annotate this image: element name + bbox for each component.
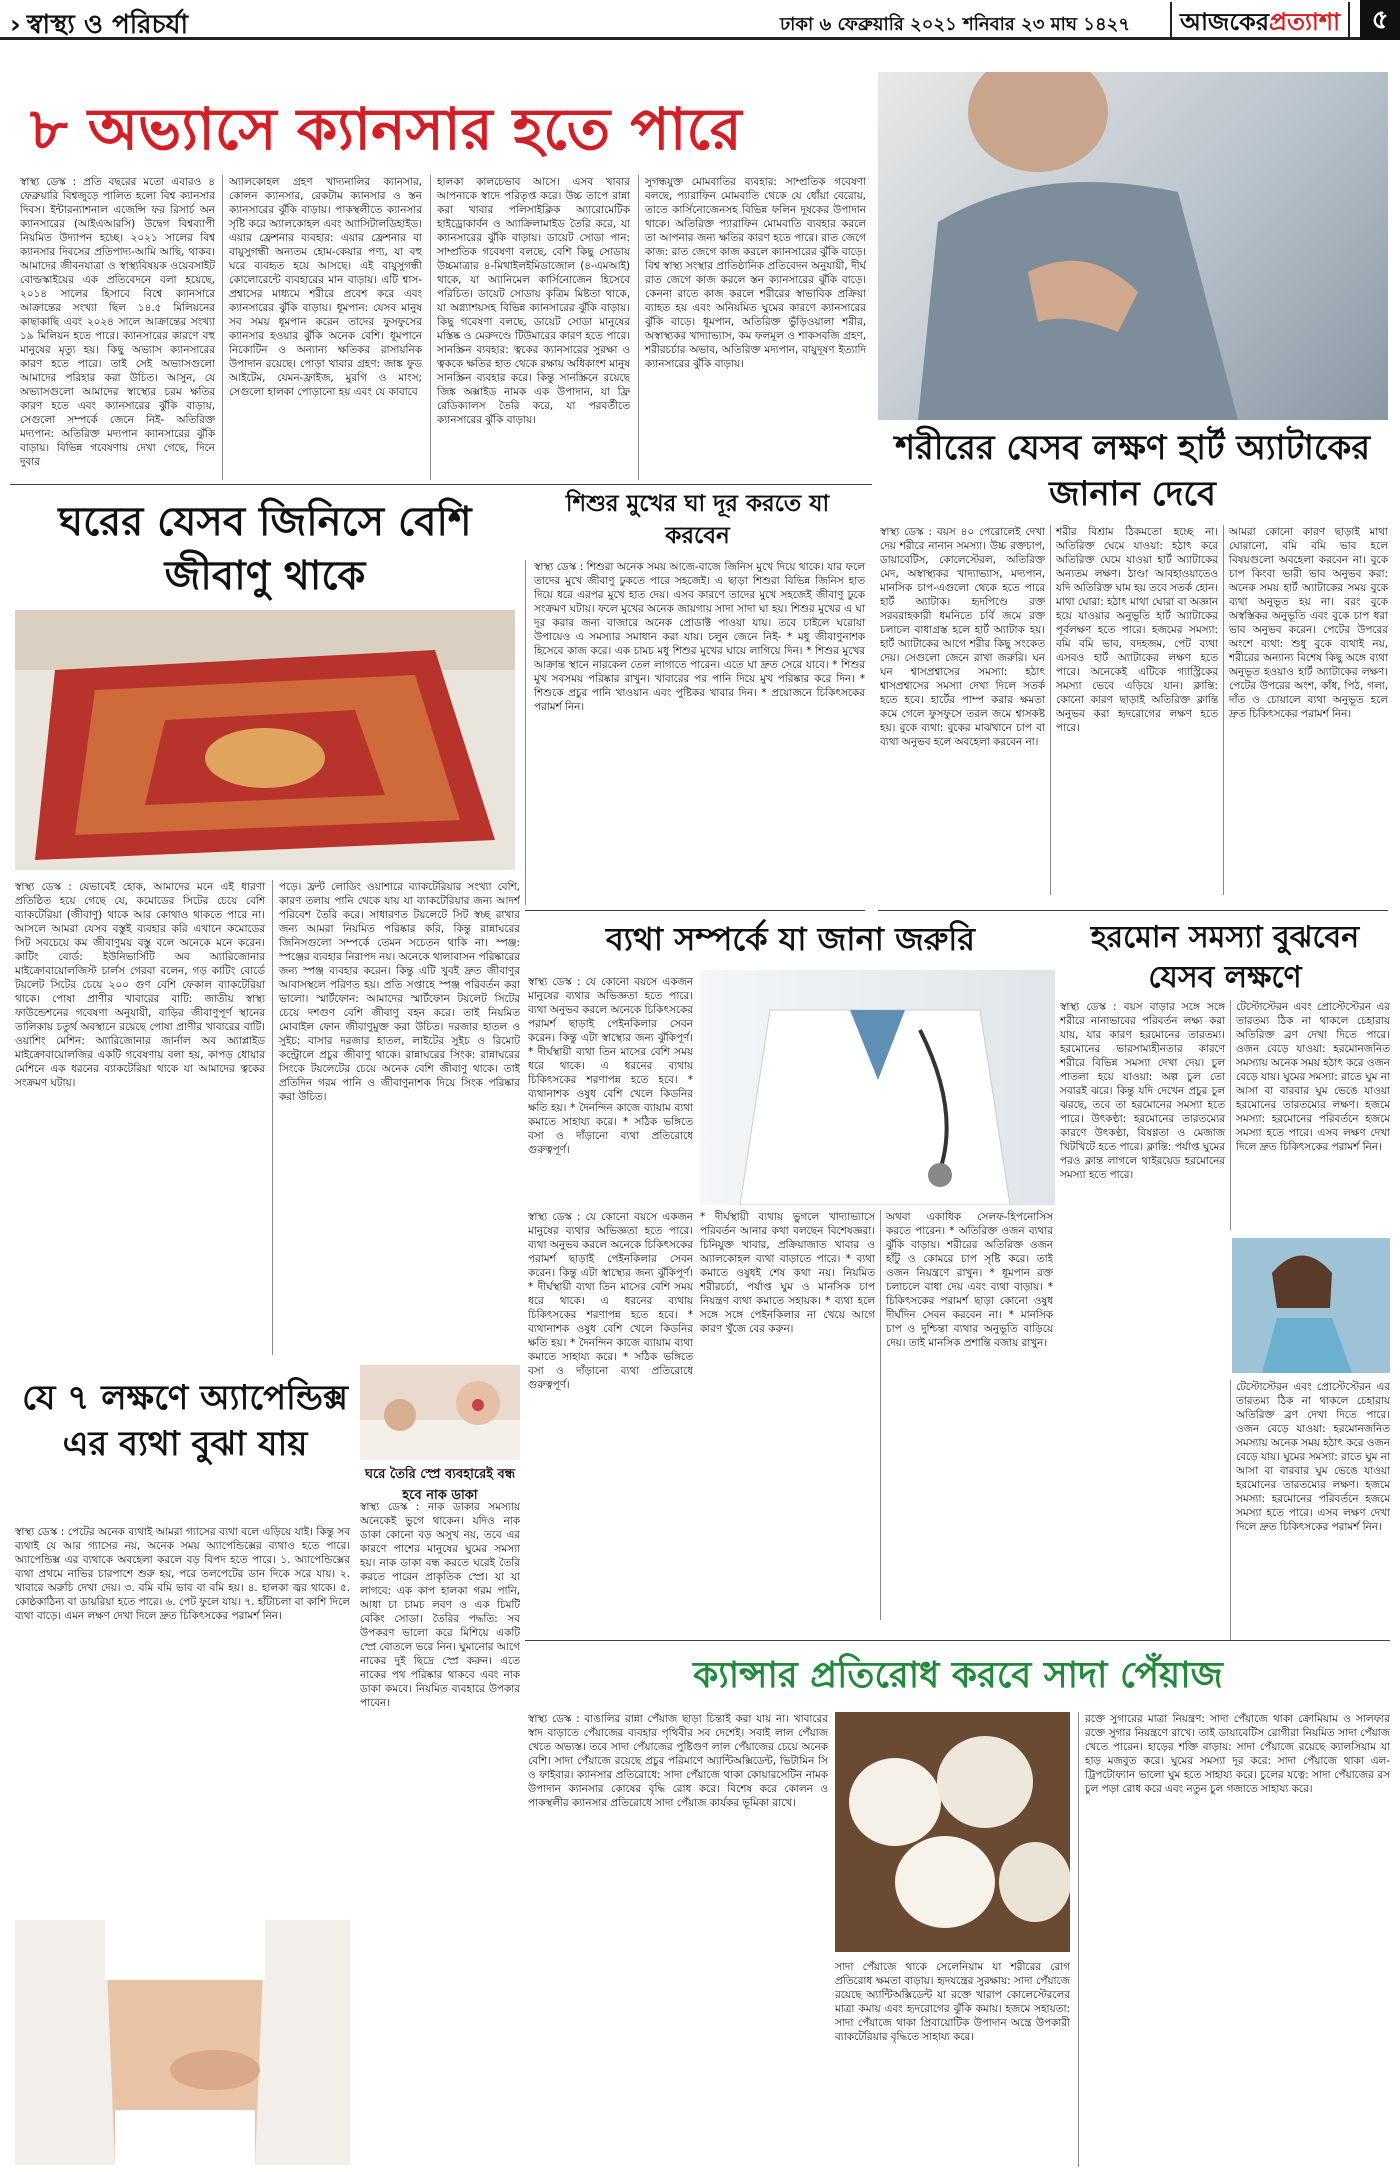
doctor-photo-svg <box>700 970 1055 1205</box>
cancer-col3: হালকা কালচেভাব আসে। এসব খাবার আপনাকে স্বাদে পরিতৃপ্ত করে। উচ্চ তাপে রান্না করা খাবার পলিসাইক্লিক অ্যারোমেটিক হাইড্রোকার্বন ও অ্যাক্রিলামাইড তৈরি করে, যা ক্যানসারের ঝুঁকি বাড়ায়। ডায়েট সোডা পান: সাম্প্রতিক গবেষণা বলছে, বেশি কিছু সোডায় উচ্চমাত্রার ৪-মিথাইলইমিডাজোল (৪-এমআই) থাকে, যা অ্যানিমেল কার্সিনোজেন হিসেবে পরিচিত। ডায়েট সোডায় কৃত্রিম মিষ্টতা থাকে, যা অগ্ন্যাশয়সহ বিভিন্ন ক্যানসারের ঝুঁকি বাড়ায়। কিছু গবেষণা বলছে, ডায়েট সোডা মানুষের মস্তিষ্ক ও মেরুদণ্ডে টিউমারের কারণ হতে পারে। সানস্ক্রিন ব্যবহার: ত্বকের ক্যানসারের সুরক্ষা ও ত্বককে ক্ষতির হাত থেকে রক্ষায় অধিকাংশ মানুষ সানস্ক্রিন ব্যবহার করে। কিন্তু সানস্ক্রিনে রয়েছে জিঙ্ক অক্সাইড নামক এক উপাদান, যা ফ্রি রেডিক্যালস তৈরি করে, যা পরবর্তীতে ক্যানসারের ঝুঁকি বাড়ায়। <box>430 175 630 480</box>
pain-col3: অথবা একাধিক সেলফ-হিপনোসিস করতে পারেন। * অতিরিক্ত ওজন ব্যথার ঝুঁকি বাড়ায়। শরীরের অতিরিক্ত ওজন হাঁটু ও কোমরে চাপ সৃষ্টি করে। তাই ওজন নিয়ন্ত্রণে রাখুন। * ধূমপান রক্ত চলাচলে বাধা দেয় এবং ব্যথা বাড়ায়। * চিকিৎসকের পরামর্শ ছাড়া কোনো ওষুধ দীর্ঘদিন সেবন করবেন না। * মানসিক চাপ ও দুশ্চিন্তা ব্যথার অনুভূতি বাড়িয়ে দেয়। তাই মানসিক প্রশান্তি বজায় রাখুন। <box>880 1210 1053 1620</box>
heart-col3: আমরা কোনো কারণ ছাড়াই মাথা ঘোরানো, বমি বমি ভাব হলে বিষয়গুলো অবহেলা করবেন না। বুকে চাপ কিংবা ভারী ভাব অনুভব করা: অনেক সময় হার্ট অ্যাটাকের সময় বুকে ব্যথা অনুভূত হয় না। বরং বুকে অস্বস্তিকর অনুভূতি এবং বুকে চাপ ধরা ভাব অনুভব করেন। পেটের উপরের অংশে ব্যথা: শুধু বুকে ব্যথাই নয়, শরীরের অন্যান্য বিশেষ কিছু অঙ্গে ব্যথা অনুভূত হওয়াও হার্ট অ্যাটাকের লক্ষণ। পেটের উপরের অংশ, কাঁধ, পিঠ, গলা, দাঁত ও চোয়ালে ব্যথা অনুভূত হলে দ্রুত চিকিৎসকের পরামর্শ নিন। <box>1223 525 1388 895</box>
pain-col2: * দীর্ঘস্থায়ী ব্যথায় ভুগলে খাদ্যাভ্যাসে পরিবর্তন আনার কথা বলছেন বিশেষজ্ঞরা। চিনিযুক্ত খাবার, প্রক্রিয়াজাত খাবার ও অ্যালকোহল ব্যথা বাড়াতে পারে। * ব্যথা কমাতে ওষুধই শেষ কথা নয়। নিয়মিত শরীরচর্চা, পর্যাপ্ত ঘুম ও মানসিক চাপ নিয়ন্ত্রণ ব্যথা কমাতে সহায়ক। * ব্যথা হলে সঙ্গে সঙ্গে পেইনকিলার না খেয়ে আগে কারণ খুঁজে বের করুন। <box>700 1211 875 1335</box>
hormone-col2-cont: টেস্টোস্টেরন এবং প্রোস্টেস্টেরন এর তারতম্য ঠিক না থাকলে চেহারায় অতিরিক্ত ব্রণ দেখা দিতে পারে। ওজন বেড়ে যাওয়া: হরমোনজনিত সমস্যায় অনেক সময় হঠাৎ করে ওজন বেড়ে যায়। ঘুমের সমস্যা: রাতে ঘুম না আসা বা বারবার ঘুম ভেঙে যাওয়া হরমোনের তারতম্যের লক্ষণ। হজমে সমস্যা: হরমোনের পরিবর্তনে হজমে সমস্যা হতে পারে। এসব লক্ষণ দেখা দিলে দ্রুত চিকিৎসকের পরামর্শ নিন। <box>1230 1380 1390 1640</box>
divider <box>525 910 865 911</box>
onion-col3: রক্তে সুগারের মাত্রা নিয়ন্ত্রণ: সাদা পেঁয়াজে থাকা ক্রোমিয়াম ও সালফার রক্তে সুগার নিয়ন্ত্রণে রাখে। তাই ডায়াবেটিস রোগীরা নিয়মিত সাদা পেঁয়াজ খেতে পারেন। হাড়ের শক্তি বাড়ায়: সাদা পেঁয়াজে রয়েছে ক্যালসিয়াম যা হাড় মজবুত করে। ঘুমের সমস্যা দূর করে: সাদা পেঁয়াজে থাকা এল-ট্রিপটোফ্যান ভালো ঘুম হতে সাহায্য করে। চুলের যত্নে: সাদা পেঁয়াজের রস চুল পড়া রোধ করে এবং নতুন চুল গজাতে সাহায্য করে। <box>1078 1712 1390 2167</box>
carpet-photo-svg <box>15 610 515 870</box>
masthead-bar <box>0 0 1400 40</box>
cancer-col4: সুগন্ধযুক্ত মোমবাতির ব্যবহার: সাম্প্রতিক গবেষণা বলছে, প্যারাফিন মোমবাতি থেকে যে ধোঁয়া বেরোয়, তাতে কার্সিনোজেনসহ বিভিন্ন ফলিন দূষকের উপাদান থাকে। অতিরিক্ত প্যারাফিন মোমবাতি ব্যবহার করলে তা আপনার জন্য ক্ষতির কারণ হতে পারে। রাত জেগে কাজ: রাত জেগে কাজ করলে ক্যানসারের ঝুঁকি বাড়ে। বিশ্ব স্বাস্থ্য সংস্থার প্রাতিষ্ঠানিক প্রতিবেদন অনুযায়ী, দীর্ঘ রাত জেগে কাজ করলে স্তন ক্যানসারের ঝুঁকি বাড়ে। কেননা রাতে কাজ করলে শরীরের স্বাভাবিক প্রক্রিয়া ব্যাহত হয় এবং অনিয়মিত ঘুমের কারণে ক্যানসারের ঝুঁকি বাড়ে। ধূমপান, অতিরিক্ত ভুঁড়িওয়ালা শরীর, অস্বাস্থ্যকর খাদ্যাভ্যাস, কম ফলমূল ও শাকসবজি গ্রহণ, শরীরচর্চার অভাব, অতিরিক্ত মদ্যপান, বায়ুদূষণ ইত্যাদি ক্যানসারের ঝুঁকি বাড়ায়। <box>638 175 866 480</box>
sleeping-couple-nose-photo <box>360 1365 520 1460</box>
pain-col1: স্বাস্থ্য ডেস্ক : যে কোনো বয়সে একজন মানুষের ব্যথার অভিজ্ঞতা হতে পারে। ব্যথা অনুভব করলে অনেকে চিকিৎসকের পরামর্শ ছাড়াই পেইনকিলার সেবন করেন। কিন্তু এটা স্বাস্থ্যের জন্য ঝুঁকিপূর্ণ। * দীর্ঘস্থায়ী ব্যথা তিন মাসের বেশি সময় ধরে থাকে। এ ধরনের ব্যথায় চিকিৎসকের শরণাপন্ন হতে হবে। * ব্যথানাশক ওষুধ বেশি খেলে কিডনির ক্ষতি হয়। * দৈনন্দিন কাজে ব্যায়াম ব্যথা কমাতে সাহায্য করে। * সঠিক ভঙ্গিতে বসা ও দাঁড়ানো ব্যথা প্রতিরোধে গুরুত্বপূর্ণ। <box>528 976 693 1156</box>
pain-headline: ব্যথা সম্পর্কে যা জানা জরুরি <box>605 920 976 958</box>
germs-headline: ঘরের যেসব জিনিসে বেশি জীবাণু থাকে <box>58 498 472 599</box>
woman-abdomen-photo <box>15 1920 350 2165</box>
divider <box>10 484 872 485</box>
heart-headline: শরীরের যেসব লক্ষণ হার্ট অ্যাটাকের জানান দেবে <box>894 428 1371 514</box>
pain-col1-cont: স্বাস্থ্য ডেস্ক : যে কোনো বয়সে একজন মানুষের ব্যথার অভিজ্ঞতা হতে পারে। ব্যথা অনুভব করলে অনেকে চিকিৎসকের পরামর্শ ছাড়াই পেইনকিলার সেবন করেন। কিন্তু এটা স্বাস্থ্যের জন্য ঝুঁকিপূর্ণ। * দীর্ঘস্থায়ী ব্যথা তিন মাসের বেশি সময় ধরে থাকে। এ ধরনের ব্যথায় চিকিৎসকের শরণাপন্ন হতে হবে। * ব্যথানাশক ওষুধ বেশি খেলে কিডনির ক্ষতি হয়। * দৈনন্দিন কাজে ব্যায়াম ব্যথা কমাতে সাহায্য করে। * সঠিক ভঙ্গিতে বসা ও দাঁড়ানো ব্যথা প্রতিরোধে গুরুত্বপূর্ণ। <box>528 1211 693 1391</box>
white-onions-photo <box>835 1712 1070 1952</box>
nose-body: স্বাস্থ্য ডেস্ক : নাক ডাকার সমস্যায় অনেকেই ভুগে থাকেন। যদিও নাক ডাকা কোনো বড় অসুখ নয়, তবে এর কারণে পাশের মানুষের ঘুমের সমস্যা হয়। নাক ডাকা বন্ধ করতে ঘরেই তৈরি করতে পারেন প্রাকৃতিক স্প্রে। যা যা লাগবে: এক কাপ হালকা গরম পানি, আধা চা চামচ লবণ ও এক চিমটি বেকিং সোডা। তৈরির পদ্ধতি: সব উপকরণ ভালো করে মিশিয়ে একটি স্প্রে বোতলে ভরে নিন। ঘুমানোর আগে নাকের দুই ছিদ্রে স্প্রে করুন। এতে নাকের পথ পরিষ্কার থাকবে এবং নাক ডাকা কমবে। নিয়মিত ব্যবহারে উপকার পাবেন। <box>360 1501 520 1709</box>
section-name: স্বাস্থ্য ও পরিচর্যা <box>26 10 189 40</box>
baby-body: স্বাস্থ্য ডেস্ক : শিশুরা অনেক সময় আজে-বাজে জিনিস মুখে দিয়ে থাকে। যার ফলে তাদের মুখে জীবাণু ঢুকতে পারে সহজেই। এ ছাড়া শিশুরা বিভিন্ন জিনিস হাত দিয়ে ধরে এরপর মুখে হাত দেয়। এসব কারণে তাদের মুখে সহজেই জীবাণু ঢুকে সংক্রমণ ঘটায়। ফলে মুখের অনেক জায়গায় সাদা সাদা ঘা হয়। শিশুর মুখের এ ঘা দূর করার জন্য বাজারে অনেক প্রোডাক্ট পাওয়া যায়। তবে চাইলে ঘরোয়া উপায়েও এ সমস্যার সমাধান করা যায়। চলুন জেনে নিই- * মধু জীবাণুনাশক হিসেবে কাজ করে। এক চামচ মধু শিশুর মুখের ঘায়ে লাগিয়ে দিন। * শিশুর মুখের আক্রান্ত স্থানে নারকেল তেল লাগাতে পারেন। এতে ঘা দ্রুত সেরে যাবে। * শিশুর মুখ সবসময় পরিষ্কার রাখুন। খাবারের পর পানি দিয়ে মুখ পরিষ্কার করে দিন। * শিশুকে প্রচুর পানি খাওয়ান এবং পুষ্টিকর খাবার দিন। * প্রয়োজনে চিকিৎসকের পরামর্শ নিন। <box>525 560 865 905</box>
dateline: ঢাকা ৬ ফেব্রুয়ারি ২০২১ শনিবার ২৩ মাঘ ১৪২৭ <box>780 14 1131 35</box>
appendix-headline: যে ৭ লক্ষণে অ্যাপেন্ডিক্স এর ব্যথা বুঝা যায় <box>22 1378 348 1464</box>
red-patterned-carpet-photo <box>15 610 515 870</box>
newspaper-brand <box>1170 2 1350 38</box>
woman-photo-svg <box>1232 1238 1390 1373</box>
abdomen-photo-svg <box>15 1920 350 2165</box>
hormone-col1: স্বাস্থ্য ডেস্ক : বয়স বাড়ার সঙ্গে সঙ্গে শরীরে নানাভাবের পরিবর্তন লক্ষ্য করা যায়, যার কারণ হরমোনের তারতম্য। হরমোনের ভারসাম্যহীনতার কারণে শরীরে বিভিন্ন সমস্যা দেখা দেয়। চুল পাতলা হয়ে যাওয়া: অল্প চুল তো সবারই ঝরে। কিন্তু যদি দেখেন প্রচুর চুল ঝরছে, তবে তা হরমোনের সমস্যা হতে পারে। উৎকণ্ঠা: হরমোনের তারতম্যের কারণে উৎকণ্ঠা, বিষণ্ণতা ও মেজাজ খিটখিটে হতে পারে। ক্লান্তি: পর্যাপ্ত ঘুমের পরও ক্লান্ত লাগলে থাইরয়েড হরমোনের সমস্যা হতে পারে। <box>1060 1001 1225 1181</box>
heart-photo-svg <box>878 72 1388 420</box>
chevron-right-icon: › <box>10 10 21 40</box>
page-number: ৫ <box>1360 0 1400 40</box>
cancer-headline: ৮ অভ্যাসে ক্যানসার হতে পারে <box>30 95 742 163</box>
hormone-col2: টেস্টোস্টেরন এবং প্রোস্টেস্টেরন এর তারতম্য ঠিক না থাকলে চেহারায় অতিরিক্ত ব্রণ দেখা দিতে পারে। ওজন বেড়ে যাওয়া: হরমোনজনিত সমস্যায় অনেক সময় হঠাৎ করে ওজন বেড়ে যায়। ঘুমের সমস্যা: রাতে ঘুম না আসা বা বারবার ঘুম ভেঙে যাওয়া হরমোনের তারতম্যের লক্ষণ। হজমে সমস্যা: হরমোনের পরিবর্তনে হজমে সমস্যা হতে পারে। এসব লক্ষণ দেখা দিলে দ্রুত চিকিৎসকের পরামর্শ নিন। <box>1230 1000 1390 1230</box>
nose-headline: ঘরে তৈরি স্প্রে ব্যবহারেই বন্ধ হবে নাক ডাকা <box>364 1467 516 1503</box>
baby-headline: শিশুর মুখের ঘা দূর করতে যা করবেন <box>565 490 830 549</box>
cancer-col1: স্বাস্থ্য ডেস্ক : প্রতি বছরের মতো এবারও ৪ ফেব্রুয়ারি বিশ্বজুড়ে পালিত হলো বিশ্ব ক্যানসার দিবস। ইন্টারন্যাশনাল এজেন্সি ফর রিসার্চ অন ক্যানসারের (আইএআরসি) উদ্বেগ বিশ্বব্যাপী নিয়মিত উদ্যাপন হচ্ছে। ২০২১ সালের বিশ্ব ক্যানসার দিবসের প্রতিপাদ্য-আমি আছি, থাকব। আমাদের জীবনযাত্রা ও স্বাস্থ্যবিষয়ক ওয়েবসাইট বোল্ডস্কাইয়ের এক প্রতিবেদনে বলা হয়েছে, ২০১৪ সালের হিসাবে বিশ্বে ক্যানসারে আক্রান্তের সংখ্যা ছিল ১৪.৫ মিলিয়নের কাছাকাছি এবং ২০২৪ সালে আক্রান্তের সংখ্যা ১৯ মিলিয়ন হতে পারে। ক্যানসারের কারণে বহু মানুষের মৃত্যু হয়। কিছু অভ্যাস ক্যানসারের কারণ হতে পারে। তাই সেই অভ্যাসগুলো আমাদের পরিহার করা উচিত। আসুন, যে অভ্যাসগুলো আমাদের স্বাস্থ্যের চরম ক্ষতির কারণ হতে এবং ক্যানসারের ঝুঁকি বাড়ায়, সেগুলো সম্পর্কে জেনে নিই- অতিরিক্ত মদ্যপান: অতিরিক্ত মদ্যপান ক্যানসারের ঝুঁকি বাড়ায়। বিভিন্ন গবেষণায় দেখা গেছে, দিনে দুবার <box>20 176 215 468</box>
divider <box>525 1640 1390 1641</box>
onion-headline: ক্যান্সার প্রতিরোধ করবে সাদা পেঁয়াজ <box>693 1654 1223 1696</box>
onion-photo-svg <box>835 1712 1070 1952</box>
germs-col1: স্বাস্থ্য ডেস্ক : যেভাবেই হোক, আমাদের মনে এই ধারণা প্রতিষ্ঠিত হয়ে গেছে যে, কমোডের সিটের চেয়ে বেশি ব্যাকটেরিয়া (জীবাণু) থাকে আর কোথাও থাকতে পারে না। আসলে আমরা যেসব বস্তুই ব্যবহার করি এখানে কমোডের সিট সবচেয়ে কম জীবাণুময় বস্তু বলে অনেকে মনে করেন। কাটিং বোর্ড: ইউনিভার্সিটি অব অ্যারিজোনার মাইক্রোবায়োলজিস্ট চার্লস গেরবা বলেন, গড় কাটিং বোর্ডে টয়লেট সিটের চেয়ে ২০০ গুণ বেশি ফেকাল ব্যাকটেরিয়া থাকে। পোষা প্রাণীর খাবারের বাটি: জাতীয় স্বাস্থ্য ফাউন্ডেশনের গবেষণা অনুযায়ী, বাড়ির জীবাণুপূর্ণ স্থানের তালিকায় চতুর্থ অবস্থানে রয়েছে পোষা প্রাণীর খাবারের বাটি। ওয়াশিং মেশিন: অ্যারিজোনার জার্নাল অব অ্যাপ্লাইড মাইক্রোবায়োলজির একটি গবেষণায় বলা হয়, কাপড় ধোয়ার মেশিনে এক ধরনের ব্যাকটেরিয়া থাকে যা আমাদের ত্বকের সংক্রমণ ঘটায়। <box>15 881 265 1089</box>
man-holding-chest-photo <box>878 72 1388 420</box>
cancer-col2: অ্যালকোহল গ্রহণ খাদ্যনালির ক্যানসার, কোলন ক্যানসার, রেকটাম ক্যানসার ও স্তন ক্যানসারের ঝুঁকি বাড়ায়। পাকস্থলীতে ক্যানসার সৃষ্টি করে অ্যালকোহল এবং অ্যাসিটালডিহাইড। এয়ার ফ্রেশনার ব্যবহার: এয়ার ফ্রেশনার বা বায়ুসুগন্ধী অন্যতম হোম-কেয়ার পণ্য, যা বহু ঘরে ব্যবহৃত হয়ে আসছে। এই বায়ুসুগন্ধী কোলোরেন্টে ব্যবহারের মান বাড়ায়। এটি শ্বাস-প্রশ্বাসের মাধ্যমে শরীরে প্রবেশ করে এবং ক্যানসারের ঝুঁকি বাড়ায়। ধূমপান: যেসব মানুষ সব সময় ধূমপান করেন তাদের ফুসফুসের ক্যানসার হওয়ার ঝুঁকি অনেক বেশি। ধূমপানে নিকোটিন ও অন্যান্য ক্ষতিকর রাসায়নিক উপাদান রয়েছে। পোড়া খাবার গ্রহণ: জাঙ্ক ফুড আইটেম, যেমন-ফ্রাইজ, মুরগি ও মাংস; সেগুলো হালকা পোড়ানো হয় এবং যে কাবাবে <box>222 175 422 480</box>
onion-col1: স্বাস্থ্য ডেস্ক : বাঙালির রান্না পেঁয়াজ ছাড়া চিন্তাই করা যায় না। খাবারের স্বাদ বাড়াতে পেঁয়াজের ব্যবহার পৃথিবীর সব দেশেই। সবাই লাল পেঁয়াজ খেতে অভ্যস্ত। তবে সাদা পেঁয়াজের পুষ্টিগুণ লাল পেঁয়াজের চেয়ে অনেক বেশি। সাদা পেঁয়াজে রয়েছে প্রচুর পরিমাণে অ্যান্টিঅক্সিডেন্ট, ভিটামিন সি ও ফাইবার। ক্যানসার প্রতিরোধে: সাদা পেঁয়াজে থাকা কোয়ারসেটিন নামক উপাদান ক্যানসার কোষের বৃদ্ধি রোধ করে। বিশেষ করে কোলন ও পাকস্থলীর ক্যানসার প্রতিরোধে সাদা পেঁয়াজ কার্যকর ভূমিকা রাখে। <box>528 1713 828 1809</box>
brand-part2: প্রত্যাশা <box>1269 8 1341 36</box>
divider <box>878 910 1388 911</box>
germs-col2: পড়ে। ফ্রন্ট লোডিং ওয়াশারে ব্যাকটেরিয়ার সংখ্যা বেশি, কারণ তলায় পানি থেকে যায় যা ব্যাকটেরিয়ার জন্য আদর্শ পরিবেশ তৈরি করে। সাধারণত টয়লেটে সিট স্বচ্ছ রাখার জন্য আমরা নিয়মিত পরিষ্কার করি, কিন্তু রান্নাঘরের জিনিসগুলো সম্পর্কে তেমন সচেতন থাকি না। স্পঞ্জ: স্পঞ্জের ব্যবহার নিরাপদ নয়। অনেকে থালাবাসন পরিষ্কারের জন্য স্পঞ্জ ব্যবহার করেন। কিন্তু এটি খুবই দ্রুত জীবাণুর আবাসস্থলে পরিণত হয়। প্রতি সপ্তাহে স্পঞ্জ পরিবর্তন করা ভালো। স্মার্টফোন: আমাদের স্মার্টফোন টয়লেট সিটের চেয়ে দশগুণ বেশি জীবাণু বহন করে। তাই নিয়মিত মোবাইল ফোন জীবাণুমুক্ত করা উচিত। দরজার হাতল ও সুইচ: বাসার দরজার হাতল, লাইটের সুইচ ও রিমোট কন্ট্রোলে প্রচুর জীবাণু থাকে। রান্নাঘরের সিংক: রান্নাঘরের সিংকে টয়লেটের চেয়ে অনেক বেশি জীবাণু থাকে। তাই প্রতিদিন গরম পানি ও জীবাণুনাশক দিয়ে সিংক পরিষ্কার করা উচিত। <box>272 880 520 1355</box>
section-label <box>10 4 188 48</box>
onion-col2: সাদা পেঁয়াজে থাকে সেলেনিয়াম যা শরীরের রোগ প্রতিরোধ ক্ষমতা বাড়ায়। হৃদযন্ত্রের সুরক্ষায়: সাদা পেঁয়াজে রয়েছে অ্যান্টিঅক্সিডেন্ট যা রক্তে খারাপ কোলেস্টেরলের মাত্রা কমায় এবং হৃদরোগের ঝুঁকি কমায়। হজমে সহায়তা: সাদা পেঁয়াজে থাকা প্রিবায়োটিক উপাদান অন্ত্রে উপকারী ব্যাকটেরিয়ার বৃদ্ধিতে সাহায্য করে। <box>835 1961 1070 2043</box>
heart-col1: স্বাস্থ্য ডেস্ক : বয়স ৪০ পেরোলেই দেখা দেয় শরীরে নানান সমস্যা। উচ্চ রক্তচাপ, ডায়াবেটিস, কোলেস্টেরল, অতিরিক্ত মেদ, অস্বাস্থ্যকর খাদ্যাভ্যাস, মদ্যপান, মানসিক চাপ-এগুলো থেকে হতে পারে হার্ট অ্যাটাক। হৃদপিণ্ডে রক্ত সরবরাহকারী ধমনিতে চর্বি জমে রক্ত চলাচল বাধাগ্রস্ত হলে হার্ট অ্যাটাক হয়। হার্ট অ্যাটাকের আগে শরীর কিছু সংকেত দেয়। সেগুলো জেনে রাখা জরুরি। ঘন ঘন শ্বাসপ্রশ্বাসের সমস্যা: হঠাৎ শ্বাসপ্রশ্বাসের সমস্যা দেখা দিলে সতর্ক হতে হবে। হার্টের পাম্প করার ক্ষমতা কমে গেলে ফুসফুসে তরল জমে শ্বাসকষ্ট হয়। বুকে ব্যথা: বুকের মাঝখানে চাপ বা ব্যথা অনুভব হলে অবহেলা করবেন না। <box>880 526 1045 748</box>
brand-part1: আজকের <box>1179 8 1270 36</box>
woman-hormone-photo <box>1232 1238 1390 1373</box>
appendix-body: স্বাস্থ্য ডেস্ক : পেটের অনেক ব্যথাই আমরা গ্যাসের ব্যথা বলে এড়িয়ে যাই। কিন্তু সব ব্যথাই যে আর গ্যাসের নয়, অনেক সময় অ্যাপেন্ডিক্সের ব্যথাও হতে পারে। অ্যাপেন্ডিক্স এর ব্যথাকে অবহেলা করলে বড় বিপদ হতে পারে। ১. অ্যাপেন্ডিক্সের ব্যথা প্রথমে নাভির চারপাশে শুরু হয়, পরে তলপেটের ডান দিকে সরে যায়। ২. খাবারে অরুচি দেখা দেয়। ৩. বমি বমি ভাব বা বমি হয়। ৪. হালকা জ্বর থাকে। ৫. কোষ্ঠকাঠিন্য বা ডায়রিয়া হতে পারে। ৬. পেট ফুলে যায়। ৭. হাঁটাচলা বা কাশি দিলে ব্যথা বাড়ে। এমন লক্ষণ দেখা দিলে দ্রুত চিকিৎসকের পরামর্শ নিন। <box>15 1526 350 1622</box>
nose-photo-svg <box>360 1365 520 1460</box>
doctor-with-stethoscope-photo <box>700 970 1055 1205</box>
hormone-headline: হরমোন সমস্যা বুঝবেন যেসব লক্ষণে <box>1090 920 1360 995</box>
heart-col2: শরীর বিশ্রাম ঠিকমতো হচ্ছে না। অতিরিক্ত ঘেমে যাওয়া: হঠাৎ করে অতিরিক্ত ঘেমে যাওয়া হার্ট অ্যাটাকের অন্যতম লক্ষণ। ঠাণ্ডা আবহাওয়াতেও যদি অতিরিক্ত ঘাম হয় তবে সতর্ক হোন। মাথা ঘোরা: হঠাৎ মাথা ঘোরা বা অজ্ঞান হয়ে যাওয়ার অনুভূতি হার্ট অ্যাটাকের পূর্বলক্ষণ হতে পারে। হজমের সমস্যা: বমি বমি ভাব, বদহজম, পেট ব্যথা এসবও হার্ট অ্যাটাকের লক্ষণ হতে পারে। অনেকেই এটিকে গ্যাস্ট্রিকের সমস্যা ভেবে এড়িয়ে যান। ক্লান্তি: কোনো কারণ ছাড়াই অতিরিক্ত ক্লান্তি অনুভব করা হৃদরোগের লক্ষণ হতে পারে। <box>1050 525 1218 895</box>
